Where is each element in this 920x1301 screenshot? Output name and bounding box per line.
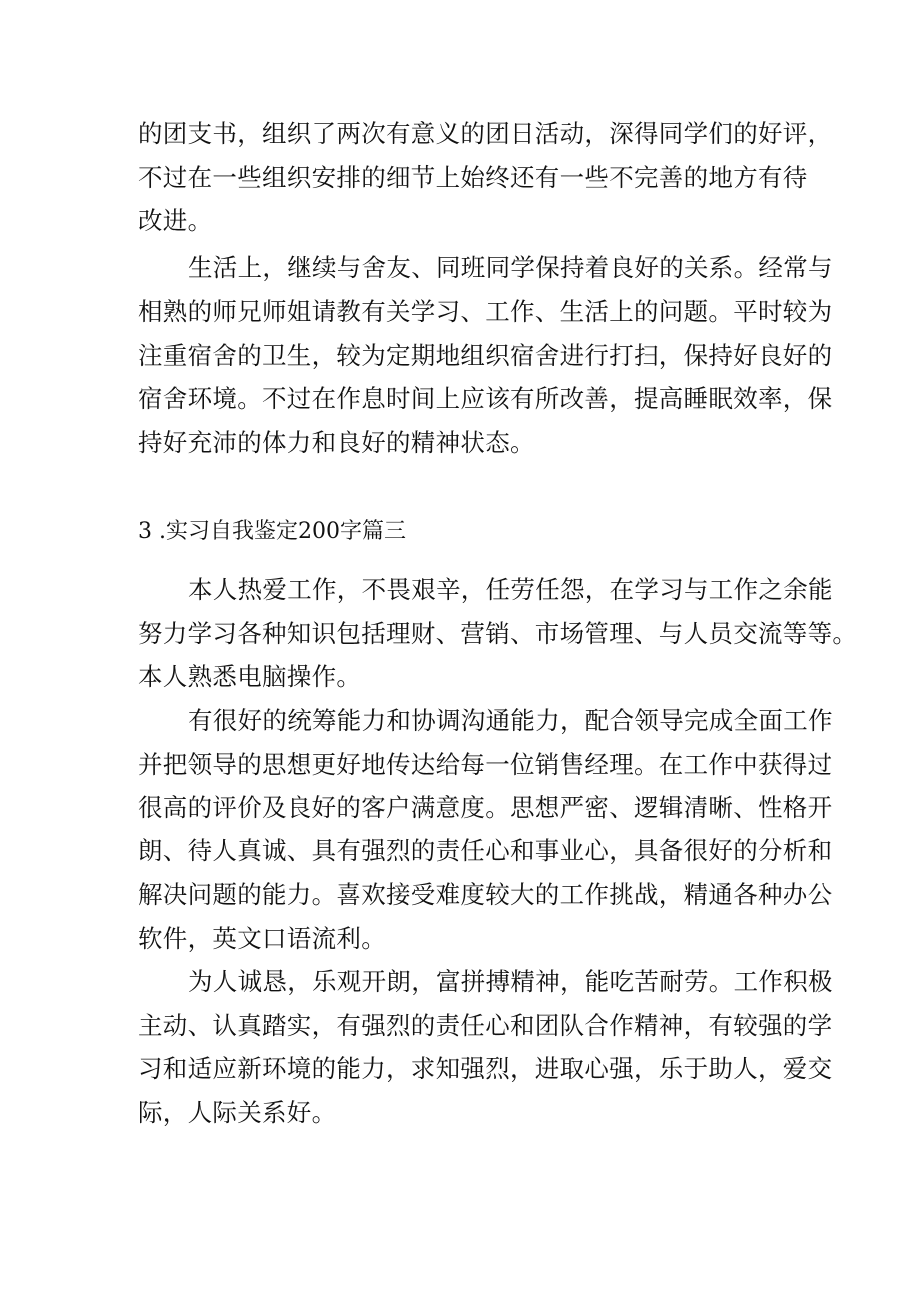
paragraph-2-line-1: 生活上，继续与舍友、同班同学保持着良好的关系。经常与 [188, 253, 833, 282]
paragraph-5-line-1: 为人诚恳，乐观开朗，富拼搏精神，能吃苦耐劳。工作积极 [188, 967, 833, 996]
paragraph-4-line-4: 朗、待人真诚、具有强烈的责任心和事业心，具备很好的分析和 [138, 836, 833, 865]
paragraph-2-line-3: 注重宿舍的卫生，较为定期地组织宿舍进行打扫，保持好良好的 [138, 341, 833, 370]
paragraph-5-line-3: 习和适应新环境的能力，求知强烈，进取心强，乐于助人，爱交 [138, 1054, 833, 1083]
paragraph-2-line-4: 宿舍环境。不过在作息时间上应该有所改善，提高睡眠效率，保 [138, 384, 833, 413]
section-heading: 3 .实习自我鉴定200字篇三 [138, 519, 406, 544]
paragraph-1-line-1: 的团支书，组织了两次有意义的团日活动，深得同学们的好评， [138, 119, 833, 148]
paragraph-4-line-5: 解决问题的能力。喜欢接受难度较大的工作挑战，精通各种办公 [138, 880, 833, 909]
paragraph-1-line-2: 不过在一些组织安排的细节上始终还有一些不完善的地方有待 [138, 163, 808, 192]
paragraph-2-line-2: 相熟的师兄师姐请教有关学习、工作、生活上的问题。平时较为 [138, 297, 833, 326]
paragraph-2-line-5: 持好充沛的体力和良好的精神状态。 [138, 428, 535, 457]
paragraph-5-line-4: 际，人际关系好。 [138, 1098, 337, 1127]
paragraph-4-line-2: 并把领导的思想更好地传达给每一位销售经理。在工作中获得过 [138, 750, 833, 779]
paragraph-1-line-3: 改进。 [138, 206, 213, 235]
paragraph-4-line-3: 很高的评价及良好的客户满意度。思想严密、逻辑清晰、性格开 [138, 793, 833, 822]
paragraph-3-line-3: 本人熟悉电脑操作。 [138, 662, 362, 691]
paragraph-4-line-6: 软件，英文口语流利。 [138, 924, 386, 953]
paragraph-4-line-1: 有很好的统筹能力和协调沟通能力，配合领导完成全面工作 [188, 706, 833, 735]
paragraph-3-line-2: 努力学习各种知识包括理财、营销、市场管理、与人员交流等等。 [138, 619, 858, 648]
paragraph-3-line-1: 本人热爱工作，不畏艰辛，任劳任怨，在学习与工作之余能 [188, 575, 833, 604]
paragraph-5-line-2: 主动、认真踏实，有强烈的责任心和团队合作精神，有较强的学 [138, 1011, 833, 1040]
